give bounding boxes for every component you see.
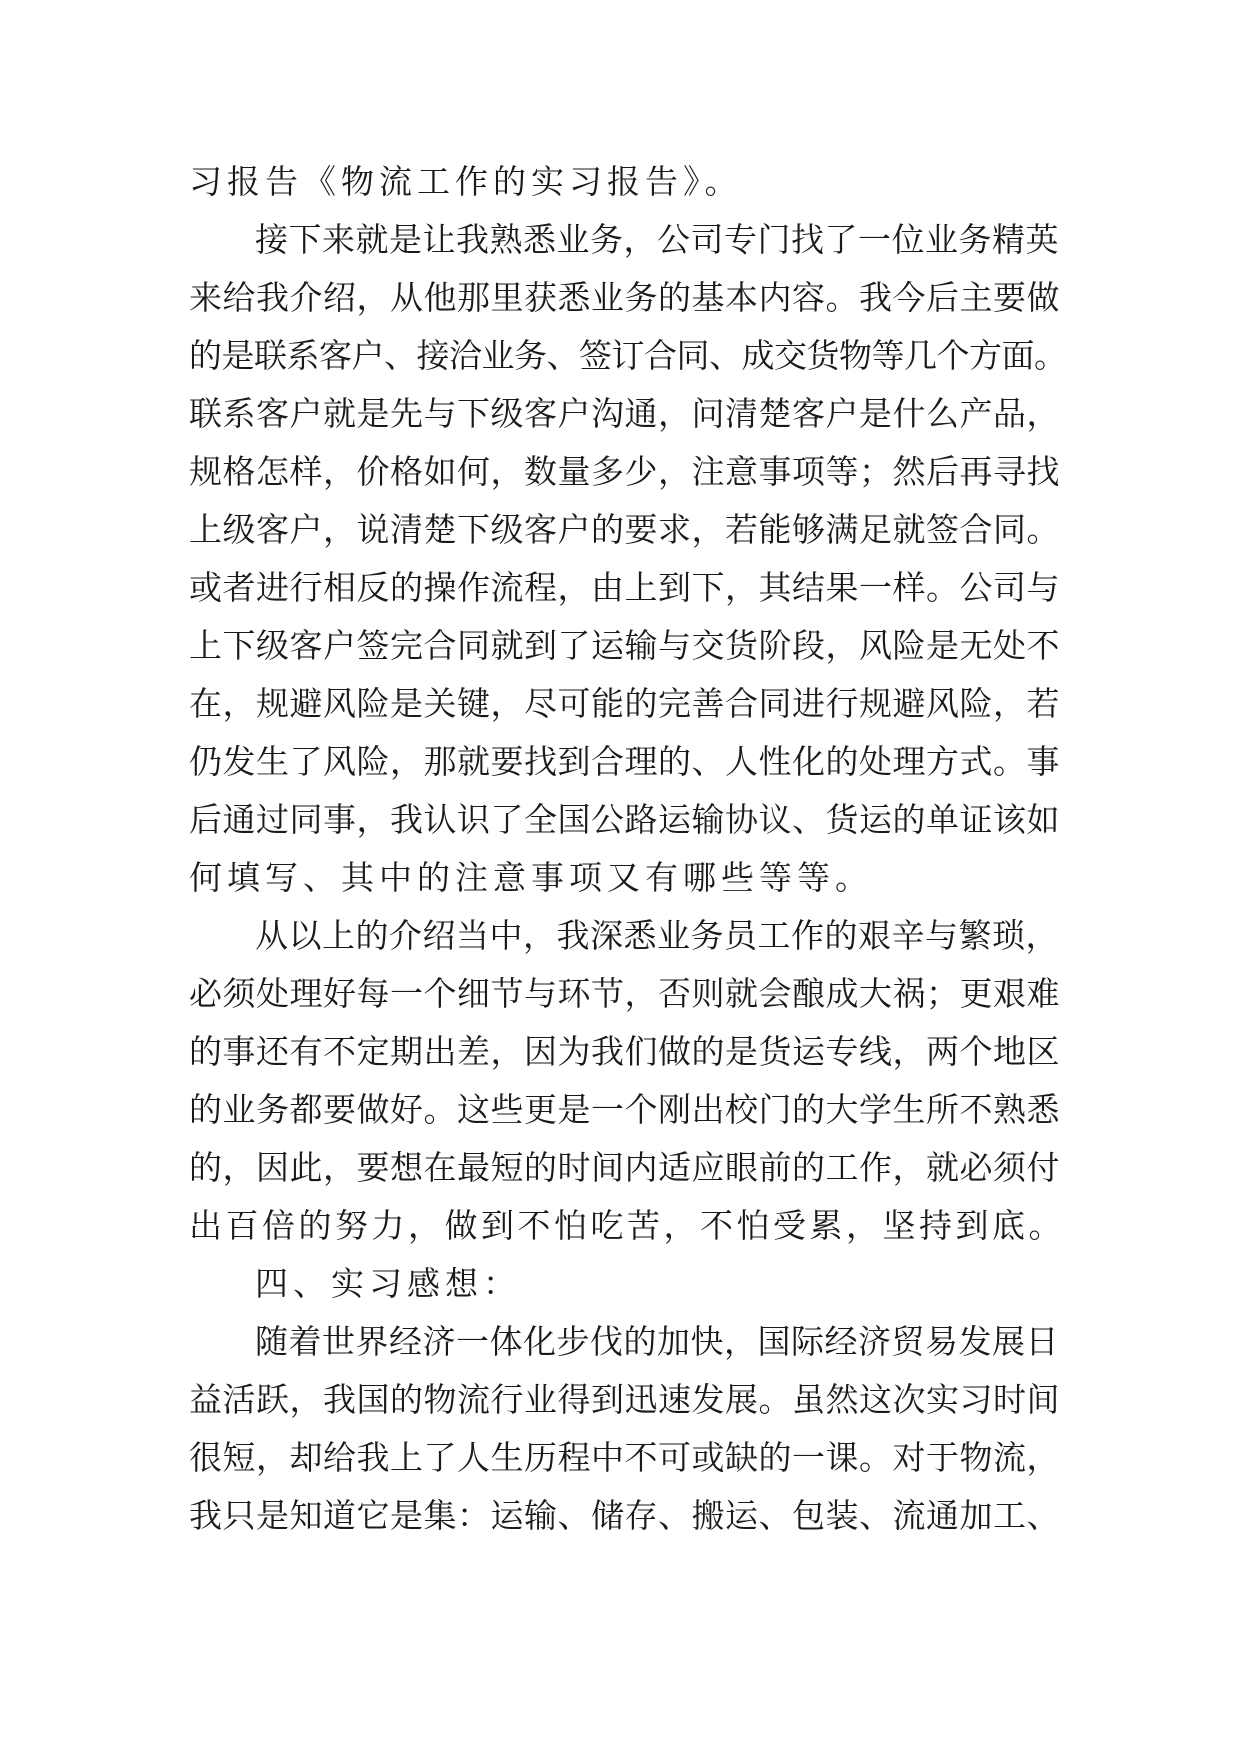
text-line: 规格怎样，价格如何，数量多少，注意事项等；然后再寻找 [189,452,1060,491]
text-line: 习报告《物流工作的实习报告》。 [189,162,743,201]
text-line: 的事还有不定期出差，因为我们做的是货运专线，两个地区 [189,1032,1060,1071]
text-line: 从以上的介绍当中，我深悉业务员工作的艰辛与繁琐， [255,916,1059,955]
text-line: 在，规避风险是关键，尽可能的完善合同进行规避风险，若 [189,684,1060,723]
text-line: 接下来就是让我熟悉业务，公司专门找了一位业务精英 [255,220,1059,259]
text-line: 出百倍的努力，做到不怕吃苦，不怕受累，坚持到底。 [189,1206,1065,1245]
text-line: 随着世界经济一体化步伐的加快，国际经济贸易发展日 [255,1322,1059,1361]
text-line: 我只是知道它是集：运输、储存、搬运、包装、流通加工、 [189,1496,1060,1535]
text-line: 益活跃，我国的物流行业得到迅速发展。虽然这次实习时间 [189,1380,1060,1419]
text-line: 来给我介绍，从他那里获悉业务的基本内容。我今后主要做 [189,278,1060,317]
text-line: 的业务都要做好。这些更是一个刚出校门的大学生所不熟悉 [189,1090,1060,1129]
text-line: 必须处理好每一个细节与环节，否则就会酿成大祸；更艰难 [189,974,1060,1013]
text-line: 后通过同事，我认识了全国公路运输协议、货运的单证该如 [189,800,1060,839]
text-line: 的，因此，要想在最短的时间内适应眼前的工作，就必须付 [189,1148,1060,1187]
text-line: 很短，却给我上了人生历程中不可或缺的一课。对于物流， [189,1438,1060,1477]
body-text [189,153,1069,1545]
text-line: 上级客户，说清楚下级客户的要求，若能够满足就签合同。 [189,510,1060,549]
text-line: 何填写、其中的注意事项又有哪些等等。 [189,858,873,897]
text-line: 联系客户就是先与下级客户沟通，问清楚客户是什么产品， [189,394,1060,433]
text-line: 上下级客户签完合同就到了运输与交货阶段，风险是无处不 [189,626,1060,665]
text-line: 的是联系客户、接洽业务、签订合同、成交货物等几个方面。 [189,336,1067,375]
section-heading: 四、实习感想： [255,1264,521,1303]
text-line: 或者进行相反的操作流程，由上到下，其结果一样。公司与 [189,568,1060,607]
text-line: 仍发生了风险，那就要找到合理的、人性化的处理方式。事 [189,742,1060,781]
